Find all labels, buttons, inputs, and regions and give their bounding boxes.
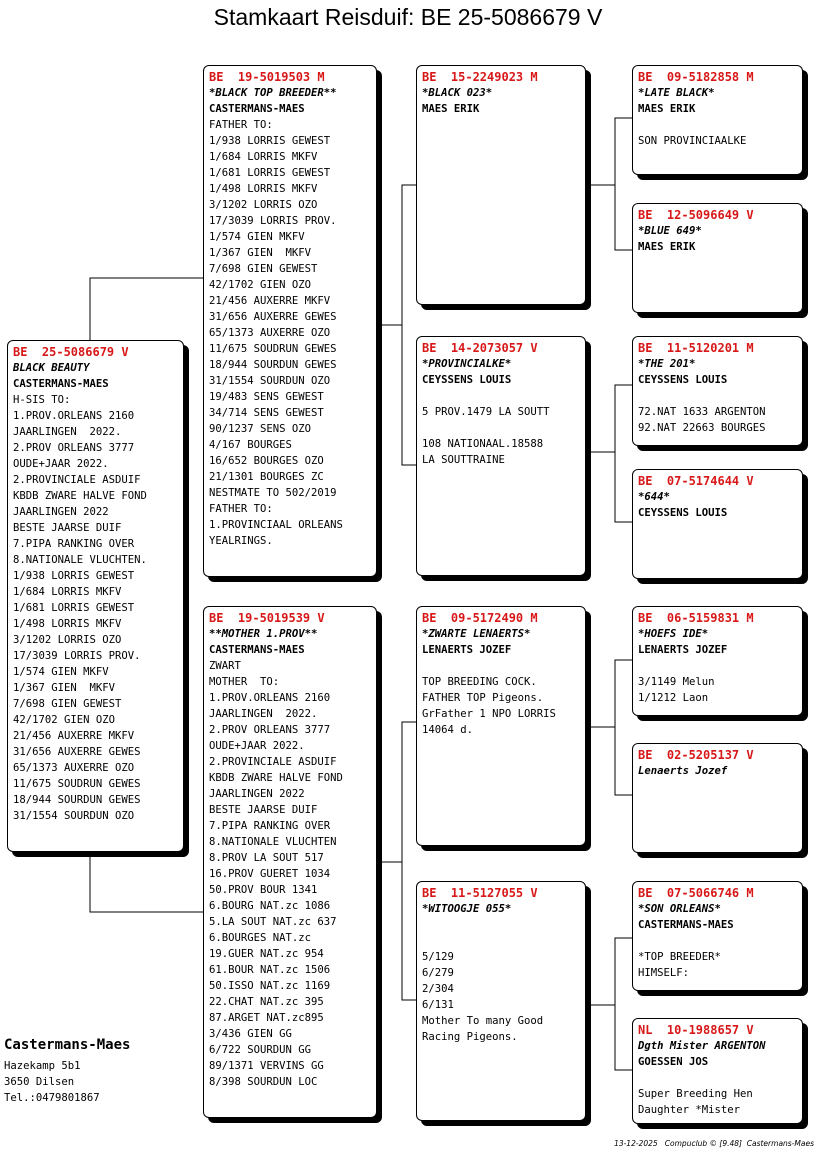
info-line: 11/675 SOUDRUN GEWES — [209, 343, 337, 355]
info-line: 8.NATIONALE VLUCHTEN. — [13, 554, 147, 566]
info-line: YEALRINGS. — [209, 535, 273, 547]
info-line: 3/1149 Melun — [638, 676, 715, 688]
info-line — [422, 420, 580, 436]
info-line: 92.NAT 22663 BOURGES — [638, 422, 766, 434]
info-line: 1/684 LORRIS MKFV — [13, 586, 122, 598]
info-line: 34/714 SENS GEWEST — [209, 407, 324, 419]
pigeon-name: *644* — [638, 491, 670, 503]
ring-number: BE 14-2073057 V — [422, 341, 538, 355]
info-line: TOP BREEDING COCK. — [422, 676, 537, 688]
info-line: 17/3039 LORRIS PROV. — [13, 650, 141, 662]
ring-number: BE 02-5205137 V — [638, 748, 754, 762]
ring-number: BE 15-2249023 M — [422, 70, 538, 84]
info-line: 1/938 LORRIS GEWEST — [13, 570, 135, 582]
info-line: SON PROVINCIAALKE — [638, 135, 747, 147]
ring-number: BE 19-5019503 M — [209, 70, 325, 84]
info-line — [638, 1070, 797, 1086]
info-line: 31/656 AUXERRE GEWES — [209, 311, 337, 323]
info-line: *TOP BREEDER* — [638, 951, 721, 963]
info-line: Daughter *Mister — [638, 1104, 741, 1116]
info-line: 8/398 SOURDUN LOC — [209, 1076, 318, 1088]
breeder-phone: Tel.:0479801867 — [4, 1092, 100, 1104]
pigeon-card-mother-mother[interactable] — [416, 881, 586, 1121]
owner-name: CEYSSENS LOUIS — [638, 507, 728, 519]
info-line: 3/1202 LORRIS OZO — [209, 199, 318, 211]
info-line: 7.PIPA RANKING OVER — [209, 820, 331, 832]
info-line: GrFather 1 NPO LORRIS — [422, 708, 556, 720]
info-line: Racing Pigeons. — [422, 1031, 518, 1043]
info-line: 1/684 LORRIS MKFV — [209, 151, 318, 163]
pigeon-name: *WITOOGJE 055* — [422, 903, 512, 915]
info-line: BESTE JAARSE DUIF — [209, 804, 318, 816]
pigeon-card-fmm[interactable] — [632, 469, 803, 579]
info-line: HIMSELF: — [638, 967, 690, 979]
info-line — [638, 388, 797, 404]
info-line: 108 NATIONAAL.18588 — [422, 438, 544, 450]
info-line: 1/367 GIEN MKFV — [13, 682, 116, 694]
info-line: 1/498 LORRIS MKFV — [209, 183, 318, 195]
owner-name: LENAERTS JOZEF — [638, 644, 728, 656]
pigeon-card-father-mother[interactable] — [416, 336, 586, 576]
info-line: 3/1202 LORRIS OZO — [13, 634, 122, 646]
info-line: 5.LA SOUT NAT.zc 637 — [209, 916, 337, 928]
info-line: KBDB ZWARE HALVE FOND — [13, 490, 147, 502]
ring-number: BE 09-5172490 M — [422, 611, 538, 625]
info-line: 2/304 — [422, 983, 454, 995]
ring-number: BE 07-5174644 V — [638, 474, 754, 488]
info-line: 6/131 — [422, 999, 454, 1011]
pigeon-name: *BLACK 023* — [422, 87, 493, 99]
pigeon-card-fmf[interactable] — [632, 336, 803, 446]
pigeon-name: *THE 201* — [638, 358, 696, 370]
info-line: 87.ARGET NAT.zc895 — [209, 1012, 324, 1024]
info-line — [638, 933, 797, 949]
ring-number: BE 09-5182858 M — [638, 70, 754, 84]
ring-number: BE 25-5086679 V — [13, 345, 129, 359]
ring-number: BE 12-5096649 V — [638, 208, 754, 222]
info-line: BESTE JAARSE DUIF — [13, 522, 122, 534]
ring-number: BE 19-5019539 V — [209, 611, 325, 625]
pigeon-name: **MOTHER 1.PROV** — [209, 628, 318, 640]
info-line: LA SOUTTRAINE — [422, 454, 505, 466]
owner-name: MAES ERIK — [422, 103, 480, 115]
info-line: 1/498 LORRIS MKFV — [13, 618, 122, 630]
info-line: 14064 d. — [422, 724, 474, 736]
info-line: 7.PIPA RANKING OVER — [13, 538, 135, 550]
info-line: 31/656 AUXERRE GEWES — [13, 746, 141, 758]
owner-name: LENAERTS JOZEF — [422, 644, 512, 656]
info-line: 1/367 GIEN MKFV — [209, 247, 312, 259]
info-line: 50.PROV BOUR 1341 — [209, 884, 318, 896]
info-line: 42/1702 GIEN OZO — [13, 714, 116, 726]
info-line: 2.PROVINCIALE ASDUIF — [13, 474, 141, 486]
breeder-name: Castermans-Maes — [4, 1037, 131, 1053]
info-line — [638, 117, 797, 133]
pigeon-name: Lenaerts Jozef — [638, 765, 728, 777]
info-line: MOTHER TO: — [209, 676, 280, 688]
info-line — [422, 388, 580, 404]
info-line: 1/681 LORRIS GEWEST — [13, 602, 135, 614]
info-line: 19.GUER NAT.zc 954 — [209, 948, 324, 960]
info-line: 5/129 — [422, 951, 454, 963]
info-line: H-SIS TO: — [13, 394, 71, 406]
info-line: JAARLINGEN 2022. — [13, 426, 122, 438]
info-line: 16.PROV GUERET 1034 — [209, 868, 331, 880]
owner-name: MAES ERIK — [638, 241, 696, 253]
info-line: 2.PROV ORLEANS 3777 — [209, 724, 331, 736]
info-line: 8.PROV LA SOUT 517 — [209, 852, 324, 864]
pigeon-card-fff[interactable] — [632, 65, 803, 175]
info-line: 18/944 SOURDUN GEWES — [13, 794, 141, 806]
info-line: 21/1301 BOURGES ZC — [209, 471, 324, 483]
info-line: 1/938 LORRIS GEWEST — [209, 135, 331, 147]
info-line: 90/1237 SENS OZO — [209, 423, 312, 435]
pigeon-name: *ZWARTE LENAERTS* — [422, 628, 531, 640]
pigeon-name: Dgth Mister ARGENTON — [638, 1040, 766, 1052]
pigeon-card-mfm[interactable] — [632, 743, 803, 853]
info-line: 19/483 SENS GEWEST — [209, 391, 324, 403]
info-line: 21/456 AUXERRE MKFV — [13, 730, 135, 742]
pigeon-card-father[interactable] — [203, 65, 377, 577]
pigeon-card-father-father[interactable] — [416, 65, 586, 305]
info-line: 5 PROV.1479 LA SOUTT — [422, 406, 550, 418]
pigeon-card-mmf[interactable] — [632, 881, 803, 991]
info-line: OUDE+JAAR 2022. — [13, 458, 109, 470]
pigeon-card-mother-father[interactable] — [416, 606, 586, 846]
ring-number: BE 11-5120201 M — [638, 341, 754, 355]
pigeon-name: *LATE BLACK* — [638, 87, 715, 99]
info-line: 42/1702 GIEN OZO — [209, 279, 312, 291]
ring-number: BE 06-5159831 M — [638, 611, 754, 625]
breeder-info — [4, 1036, 130, 1106]
info-line: 7/698 GIEN GEWEST — [209, 263, 318, 275]
info-line: 65/1373 AUXERRE OZO — [13, 762, 135, 774]
info-line: FATHER TO: — [209, 119, 273, 131]
pigeon-card-mmm[interactable] — [632, 1018, 803, 1124]
info-line: 6.BOURG NAT.zc 1086 — [209, 900, 331, 912]
info-line — [638, 658, 797, 674]
info-line — [422, 933, 580, 949]
info-line — [422, 658, 580, 674]
info-line: JAARLINGEN 2022 — [209, 788, 305, 800]
info-line: Super Breeding Hen — [638, 1088, 753, 1100]
breeder-address: Hazekamp 5b1 — [4, 1060, 81, 1072]
owner-name: CASTERMANS-MAES — [13, 378, 109, 390]
info-line: 31/1554 SOURDUN OZO — [209, 375, 331, 387]
info-line: 1/574 GIEN MKFV — [209, 231, 305, 243]
owner-name: CASTERMANS-MAES — [209, 644, 305, 656]
info-line: 1.PROVINCIAAL ORLEANS — [209, 519, 343, 531]
info-line: 17/3039 LORRIS PROV. — [209, 215, 337, 227]
info-line: Mother To many Good — [422, 1015, 544, 1027]
pigeon-card-main[interactable] — [7, 340, 184, 852]
pigeon-card-mother[interactable] — [203, 606, 377, 1118]
pigeon-name: *HOEFS IDE* — [638, 628, 709, 640]
pigeon-name: *BLACK TOP BREEDER** — [209, 87, 337, 99]
info-line: 6.BOURGES NAT.zc — [209, 932, 312, 944]
pigeon-name: *BLUE 649* — [638, 225, 702, 237]
info-line: 2.PROV ORLEANS 3777 — [13, 442, 135, 454]
info-line: NESTMATE TO 502/2019 — [209, 487, 337, 499]
breeder-city: 3650 Dilsen — [4, 1076, 75, 1088]
page-title: Stamkaart Reisduif: BE 25-5086679 V — [213, 4, 603, 30]
owner-name: MAES ERIK — [638, 103, 696, 115]
pigeon-name: *PROVINCIALKE* — [422, 358, 512, 370]
pigeon-name: BLACK BEAUTY — [13, 362, 90, 374]
info-line: 1/1212 Laon — [638, 692, 709, 704]
owner-name: CEYSSENS LOUIS — [422, 374, 512, 386]
info-line: 61.BOUR NAT.zc 1506 — [209, 964, 331, 976]
info-line: 3/436 GIEN GG — [209, 1028, 292, 1040]
info-line: 1/574 GIEN MKFV — [13, 666, 109, 678]
ring-number: BE 11-5127055 V — [422, 886, 538, 900]
owner-name: CEYSSENS LOUIS — [638, 374, 728, 386]
info-line: 6/279 — [422, 967, 454, 979]
pigeon-card-mff[interactable] — [632, 606, 803, 716]
info-line: 31/1554 SOURDUN OZO — [13, 810, 135, 822]
info-line: 16/652 BOURGES OZO — [209, 455, 324, 467]
info-line: 65/1373 AUXERRE OZO — [209, 327, 331, 339]
info-line: OUDE+JAAR 2022. — [209, 740, 305, 752]
info-line: JAARLINGEN 2022 — [13, 506, 109, 518]
info-line: 2.PROVINCIALE ASDUIF — [209, 756, 337, 768]
info-line: 18/944 SOURDUN GEWES — [209, 359, 337, 371]
info-line: 21/456 AUXERRE MKFV — [209, 295, 331, 307]
info-line: 72.NAT 1633 ARGENTON — [638, 406, 766, 418]
info-line: 1/681 LORRIS GEWEST — [209, 167, 331, 179]
info-line: 1.PROV.ORLEANS 2160 — [209, 692, 331, 704]
info-line: 1.PROV.ORLEANS 2160 — [13, 410, 135, 422]
info-line: 89/1371 VERVINS GG — [209, 1060, 324, 1072]
info-line: ZWART — [209, 660, 241, 672]
info-line: 11/675 SOUDRUN GEWES — [13, 778, 141, 790]
owner-name: CASTERMANS-MAES — [638, 919, 734, 931]
info-line: 8.NATIONALE VLUCHTEN — [209, 836, 337, 848]
info-line: FATHER TO: — [209, 503, 273, 515]
footer-credit: 13-12-2025 Compuclub © [9.48] Castermans-Maes — [614, 1139, 814, 1148]
info-line — [422, 917, 580, 933]
info-line: FATHER TOP Pigeons. — [422, 692, 544, 704]
info-line: JAARLINGEN 2022. — [209, 708, 318, 720]
info-line: 7/698 GIEN GEWEST — [13, 698, 122, 710]
pigeon-card-ffm[interactable] — [632, 203, 803, 313]
owner-name: GOESSEN JOS — [638, 1056, 709, 1068]
pigeon-name: *SON ORLEANS* — [638, 903, 721, 915]
info-line: 6/722 SOURDUN GG — [209, 1044, 312, 1056]
info-line: 22.CHAT NAT.zc 395 — [209, 996, 324, 1008]
ring-number: BE 07-5066746 M — [638, 886, 754, 900]
owner-name: CASTERMANS-MAES — [209, 103, 305, 115]
info-line: KBDB ZWARE HALVE FOND — [209, 772, 343, 784]
ring-number: NL 10-1988657 V — [638, 1023, 754, 1037]
info-line: 50.ISSO NAT.zc 1169 — [209, 980, 331, 992]
info-line: 4/167 BOURGES — [209, 439, 292, 451]
